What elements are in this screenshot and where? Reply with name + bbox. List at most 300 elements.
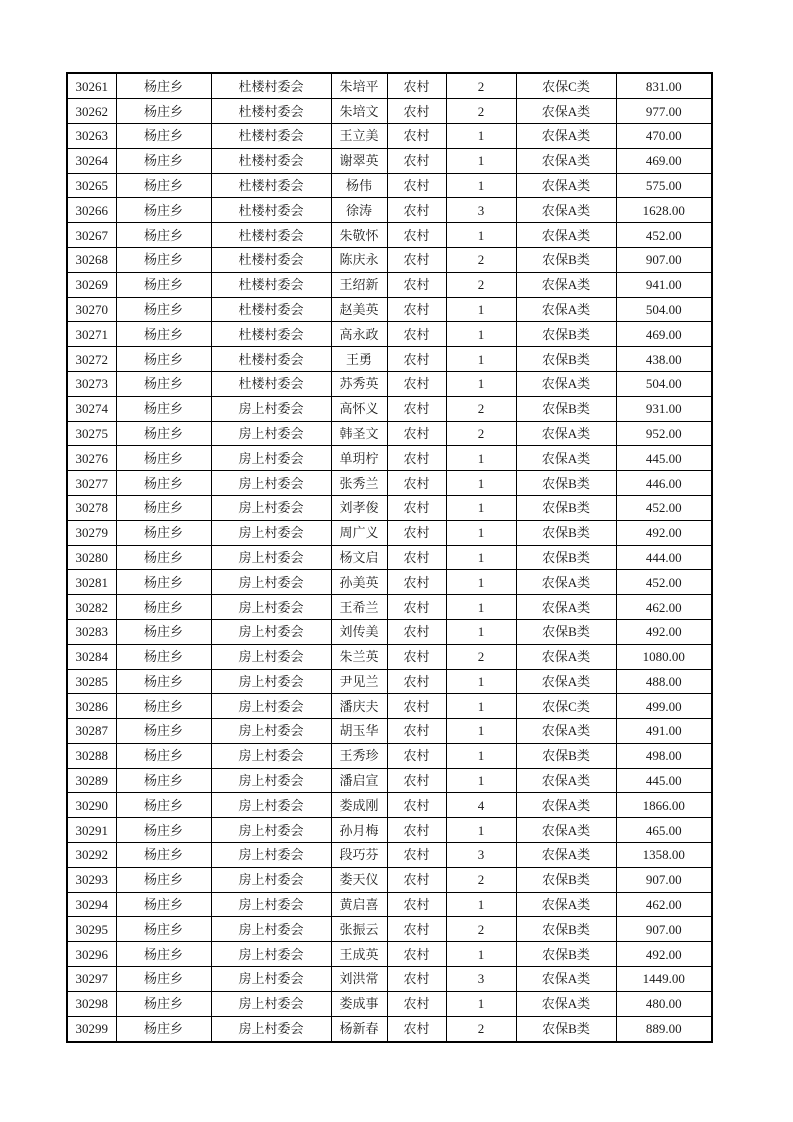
table-row — [67, 272, 712, 297]
cell-insurance-category: 农保A类 — [516, 446, 616, 471]
cell-amount: 1628.00 — [616, 198, 712, 223]
cell-township: 杨庄乡 — [116, 520, 211, 545]
cell-person-count: 1 — [446, 892, 516, 917]
cell-township: 杨庄乡 — [116, 495, 211, 520]
cell-township: 杨庄乡 — [116, 719, 211, 744]
cell-person-name: 朱兰英 — [331, 644, 387, 669]
cell-village-committee: 房上村委会 — [211, 446, 331, 471]
cell-residence-type: 农村 — [387, 446, 446, 471]
cell-amount: 445.00 — [616, 768, 712, 793]
cell-serial-number: 30272 — [67, 347, 116, 372]
cell-serial-number: 30280 — [67, 545, 116, 570]
cell-person-count: 1 — [446, 148, 516, 173]
cell-person-name: 娄天仪 — [331, 867, 387, 892]
cell-insurance-category: 农保A类 — [516, 123, 616, 148]
table-row — [67, 793, 712, 818]
cell-serial-number: 30289 — [67, 768, 116, 793]
cell-serial-number: 30284 — [67, 644, 116, 669]
table-row — [67, 198, 712, 223]
cell-village-committee: 房上村委会 — [211, 421, 331, 446]
cell-township: 杨庄乡 — [116, 570, 211, 595]
cell-person-name: 单玥柠 — [331, 446, 387, 471]
cell-amount: 575.00 — [616, 173, 712, 198]
cell-serial-number: 30263 — [67, 123, 116, 148]
cell-serial-number: 30273 — [67, 371, 116, 396]
cell-amount: 1449.00 — [616, 967, 712, 992]
cell-person-name: 潘启宣 — [331, 768, 387, 793]
table-row — [67, 322, 712, 347]
cell-amount: 941.00 — [616, 272, 712, 297]
cell-person-count: 2 — [446, 644, 516, 669]
cell-person-count: 1 — [446, 669, 516, 694]
cell-serial-number: 30271 — [67, 322, 116, 347]
cell-person-count: 3 — [446, 967, 516, 992]
cell-serial-number: 30279 — [67, 520, 116, 545]
cell-insurance-category: 农保B类 — [516, 471, 616, 496]
cell-township: 杨庄乡 — [116, 694, 211, 719]
cell-township: 杨庄乡 — [116, 942, 211, 967]
cell-village-committee: 房上村委会 — [211, 1016, 331, 1042]
cell-amount: 907.00 — [616, 917, 712, 942]
cell-amount: 1866.00 — [616, 793, 712, 818]
cell-township: 杨庄乡 — [116, 917, 211, 942]
cell-township: 杨庄乡 — [116, 173, 211, 198]
cell-person-count: 2 — [446, 421, 516, 446]
cell-residence-type: 农村 — [387, 619, 446, 644]
cell-township: 杨庄乡 — [116, 371, 211, 396]
cell-serial-number: 30292 — [67, 843, 116, 868]
cell-serial-number: 30267 — [67, 223, 116, 248]
cell-village-committee: 杜楼村委会 — [211, 371, 331, 396]
cell-person-count: 2 — [446, 867, 516, 892]
cell-amount: 446.00 — [616, 471, 712, 496]
cell-person-name: 王秀珍 — [331, 743, 387, 768]
cell-serial-number: 30282 — [67, 595, 116, 620]
cell-serial-number: 30277 — [67, 471, 116, 496]
table-row — [67, 719, 712, 744]
cell-township: 杨庄乡 — [116, 198, 211, 223]
cell-insurance-category: 农保A类 — [516, 818, 616, 843]
cell-township: 杨庄乡 — [116, 73, 211, 99]
cell-person-count: 1 — [446, 495, 516, 520]
cell-amount: 462.00 — [616, 595, 712, 620]
table-row — [67, 892, 712, 917]
cell-serial-number: 30291 — [67, 818, 116, 843]
cell-residence-type: 农村 — [387, 495, 446, 520]
cell-person-name: 苏秀英 — [331, 371, 387, 396]
cell-amount: 452.00 — [616, 223, 712, 248]
cell-insurance-category: 农保A类 — [516, 421, 616, 446]
cell-serial-number: 30281 — [67, 570, 116, 595]
cell-township: 杨庄乡 — [116, 322, 211, 347]
cell-residence-type: 农村 — [387, 1016, 446, 1042]
cell-person-name: 周广义 — [331, 520, 387, 545]
cell-insurance-category: 农保B类 — [516, 347, 616, 372]
cell-person-count: 2 — [446, 247, 516, 272]
cell-amount: 889.00 — [616, 1016, 712, 1042]
cell-person-name: 王希兰 — [331, 595, 387, 620]
cell-serial-number: 30285 — [67, 669, 116, 694]
cell-insurance-category: 农保A类 — [516, 148, 616, 173]
cell-serial-number: 30275 — [67, 421, 116, 446]
cell-insurance-category: 农保A类 — [516, 967, 616, 992]
cell-serial-number: 30266 — [67, 198, 116, 223]
cell-village-committee: 房上村委会 — [211, 843, 331, 868]
table-row — [67, 347, 712, 372]
cell-residence-type: 农村 — [387, 371, 446, 396]
cell-insurance-category: 农保A类 — [516, 198, 616, 223]
table-row — [67, 421, 712, 446]
cell-township: 杨庄乡 — [116, 669, 211, 694]
cell-insurance-category: 农保B类 — [516, 867, 616, 892]
cell-amount: 438.00 — [616, 347, 712, 372]
cell-insurance-category: 农保B类 — [516, 495, 616, 520]
table-row — [67, 694, 712, 719]
cell-insurance-category: 农保A类 — [516, 644, 616, 669]
cell-village-committee: 房上村委会 — [211, 967, 331, 992]
cell-village-committee: 房上村委会 — [211, 793, 331, 818]
cell-village-committee: 房上村委会 — [211, 917, 331, 942]
cell-residence-type: 农村 — [387, 892, 446, 917]
cell-residence-type: 农村 — [387, 148, 446, 173]
cell-person-name: 陈庆永 — [331, 247, 387, 272]
cell-person-count: 1 — [446, 371, 516, 396]
cell-village-committee: 杜楼村委会 — [211, 322, 331, 347]
cell-township: 杨庄乡 — [116, 223, 211, 248]
cell-insurance-category: 农保B类 — [516, 942, 616, 967]
cell-person-count: 1 — [446, 619, 516, 644]
cell-person-count: 1 — [446, 991, 516, 1016]
cell-serial-number: 30298 — [67, 991, 116, 1016]
table-row — [67, 99, 712, 124]
cell-insurance-category: 农保A类 — [516, 173, 616, 198]
cell-serial-number: 30299 — [67, 1016, 116, 1042]
cell-insurance-category: 农保A类 — [516, 991, 616, 1016]
cell-serial-number: 30262 — [67, 99, 116, 124]
cell-serial-number: 30264 — [67, 148, 116, 173]
cell-residence-type: 农村 — [387, 471, 446, 496]
cell-township: 杨庄乡 — [116, 99, 211, 124]
cell-village-committee: 房上村委会 — [211, 520, 331, 545]
cell-insurance-category: 农保A类 — [516, 223, 616, 248]
cell-insurance-category: 农保A类 — [516, 669, 616, 694]
payment-table-body — [67, 73, 712, 1042]
cell-village-committee: 房上村委会 — [211, 867, 331, 892]
table-row — [67, 545, 712, 570]
cell-person-name: 王成英 — [331, 942, 387, 967]
cell-township: 杨庄乡 — [116, 768, 211, 793]
cell-person-count: 2 — [446, 917, 516, 942]
cell-person-count: 1 — [446, 123, 516, 148]
cell-serial-number: 30290 — [67, 793, 116, 818]
cell-insurance-category: 农保B类 — [516, 917, 616, 942]
cell-amount: 469.00 — [616, 322, 712, 347]
table-row — [67, 446, 712, 471]
cell-person-count: 1 — [446, 347, 516, 372]
cell-residence-type: 农村 — [387, 867, 446, 892]
cell-residence-type: 农村 — [387, 843, 446, 868]
cell-person-name: 刘孝俊 — [331, 495, 387, 520]
cell-residence-type: 农村 — [387, 198, 446, 223]
cell-person-name: 赵美英 — [331, 297, 387, 322]
cell-township: 杨庄乡 — [116, 595, 211, 620]
payment-table — [66, 72, 713, 1043]
cell-person-name: 张振云 — [331, 917, 387, 942]
cell-amount: 452.00 — [616, 570, 712, 595]
cell-village-committee: 房上村委会 — [211, 570, 331, 595]
cell-village-committee: 房上村委会 — [211, 991, 331, 1016]
cell-insurance-category: 农保B类 — [516, 520, 616, 545]
cell-amount: 491.00 — [616, 719, 712, 744]
cell-person-count: 1 — [446, 570, 516, 595]
table-row — [67, 148, 712, 173]
cell-residence-type: 农村 — [387, 818, 446, 843]
cell-person-name: 朱培平 — [331, 73, 387, 99]
cell-insurance-category: 农保A类 — [516, 595, 616, 620]
cell-residence-type: 农村 — [387, 570, 446, 595]
cell-serial-number: 30269 — [67, 272, 116, 297]
cell-residence-type: 农村 — [387, 942, 446, 967]
table-row — [67, 1016, 712, 1042]
cell-township: 杨庄乡 — [116, 644, 211, 669]
table-row — [67, 743, 712, 768]
cell-insurance-category: 农保B类 — [516, 396, 616, 421]
cell-person-count: 2 — [446, 272, 516, 297]
cell-village-committee: 杜楼村委会 — [211, 99, 331, 124]
cell-residence-type: 农村 — [387, 768, 446, 793]
cell-amount: 952.00 — [616, 421, 712, 446]
cell-person-name: 胡玉华 — [331, 719, 387, 744]
cell-residence-type: 农村 — [387, 644, 446, 669]
cell-serial-number: 30293 — [67, 867, 116, 892]
cell-serial-number: 30268 — [67, 247, 116, 272]
cell-serial-number: 30288 — [67, 743, 116, 768]
table-row — [67, 595, 712, 620]
cell-village-committee: 房上村委会 — [211, 471, 331, 496]
cell-insurance-category: 农保A类 — [516, 843, 616, 868]
cell-village-committee: 杜楼村委会 — [211, 173, 331, 198]
table-row — [67, 768, 712, 793]
cell-amount: 492.00 — [616, 619, 712, 644]
cell-serial-number: 30287 — [67, 719, 116, 744]
cell-township: 杨庄乡 — [116, 446, 211, 471]
cell-residence-type: 农村 — [387, 520, 446, 545]
cell-residence-type: 农村 — [387, 272, 446, 297]
table-row — [67, 843, 712, 868]
cell-person-name: 刘传美 — [331, 619, 387, 644]
cell-serial-number: 30270 — [67, 297, 116, 322]
cell-residence-type: 农村 — [387, 223, 446, 248]
table-row — [67, 520, 712, 545]
cell-person-count: 1 — [446, 694, 516, 719]
cell-insurance-category: 农保A类 — [516, 99, 616, 124]
cell-residence-type: 农村 — [387, 73, 446, 99]
cell-residence-type: 农村 — [387, 967, 446, 992]
table-row — [67, 917, 712, 942]
cell-township: 杨庄乡 — [116, 247, 211, 272]
table-row — [67, 818, 712, 843]
cell-village-committee: 房上村委会 — [211, 818, 331, 843]
cell-insurance-category: 农保A类 — [516, 892, 616, 917]
cell-insurance-category: 农保B类 — [516, 619, 616, 644]
cell-insurance-category: 农保A类 — [516, 371, 616, 396]
cell-insurance-category: 农保A类 — [516, 297, 616, 322]
cell-person-count: 1 — [446, 173, 516, 198]
cell-township: 杨庄乡 — [116, 471, 211, 496]
table-row — [67, 297, 712, 322]
cell-person-count: 1 — [446, 719, 516, 744]
cell-amount: 492.00 — [616, 942, 712, 967]
cell-person-name: 王立美 — [331, 123, 387, 148]
table-row — [67, 471, 712, 496]
cell-amount: 504.00 — [616, 297, 712, 322]
cell-amount: 907.00 — [616, 247, 712, 272]
cell-amount: 462.00 — [616, 892, 712, 917]
cell-serial-number: 30296 — [67, 942, 116, 967]
cell-person-name: 娄成刚 — [331, 793, 387, 818]
cell-person-count: 1 — [446, 520, 516, 545]
table-row — [67, 619, 712, 644]
cell-residence-type: 农村 — [387, 347, 446, 372]
cell-township: 杨庄乡 — [116, 421, 211, 446]
cell-village-committee: 房上村委会 — [211, 694, 331, 719]
cell-person-name: 王勇 — [331, 347, 387, 372]
cell-township: 杨庄乡 — [116, 967, 211, 992]
cell-insurance-category: 农保A类 — [516, 570, 616, 595]
cell-person-name: 段巧芬 — [331, 843, 387, 868]
cell-amount: 465.00 — [616, 818, 712, 843]
cell-residence-type: 农村 — [387, 694, 446, 719]
cell-insurance-category: 农保B类 — [516, 743, 616, 768]
cell-village-committee: 杜楼村委会 — [211, 123, 331, 148]
cell-insurance-category: 农保C类 — [516, 694, 616, 719]
cell-township: 杨庄乡 — [116, 867, 211, 892]
table-row — [67, 644, 712, 669]
cell-township: 杨庄乡 — [116, 619, 211, 644]
cell-village-committee: 房上村委会 — [211, 719, 331, 744]
cell-person-name: 高永政 — [331, 322, 387, 347]
cell-insurance-category: 农保A类 — [516, 768, 616, 793]
table-row — [67, 173, 712, 198]
cell-township: 杨庄乡 — [116, 396, 211, 421]
cell-person-name: 朱培文 — [331, 99, 387, 124]
cell-residence-type: 农村 — [387, 595, 446, 620]
cell-village-committee: 房上村委会 — [211, 942, 331, 967]
cell-township: 杨庄乡 — [116, 123, 211, 148]
cell-amount: 499.00 — [616, 694, 712, 719]
cell-township: 杨庄乡 — [116, 347, 211, 372]
cell-township: 杨庄乡 — [116, 1016, 211, 1042]
cell-insurance-category: 农保B类 — [516, 545, 616, 570]
cell-village-committee: 房上村委会 — [211, 396, 331, 421]
cell-residence-type: 农村 — [387, 719, 446, 744]
cell-person-count: 1 — [446, 322, 516, 347]
cell-amount: 445.00 — [616, 446, 712, 471]
cell-person-count: 1 — [446, 818, 516, 843]
cell-person-name: 朱敬怀 — [331, 223, 387, 248]
cell-person-name: 娄成事 — [331, 991, 387, 1016]
cell-person-count: 1 — [446, 223, 516, 248]
cell-serial-number: 30294 — [67, 892, 116, 917]
table-row — [67, 942, 712, 967]
cell-village-committee: 杜楼村委会 — [211, 297, 331, 322]
cell-amount: 831.00 — [616, 73, 712, 99]
cell-insurance-category: 农保B类 — [516, 247, 616, 272]
cell-village-committee: 房上村委会 — [211, 495, 331, 520]
cell-person-name: 孙月梅 — [331, 818, 387, 843]
cell-village-committee: 杜楼村委会 — [211, 247, 331, 272]
cell-serial-number: 30278 — [67, 495, 116, 520]
table-row — [67, 495, 712, 520]
cell-insurance-category: 农保B类 — [516, 1016, 616, 1042]
cell-village-committee: 房上村委会 — [211, 743, 331, 768]
cell-amount: 470.00 — [616, 123, 712, 148]
cell-serial-number: 30265 — [67, 173, 116, 198]
cell-township: 杨庄乡 — [116, 545, 211, 570]
table-row — [67, 73, 712, 99]
table-row — [67, 123, 712, 148]
table-row — [67, 570, 712, 595]
cell-person-name: 黄启喜 — [331, 892, 387, 917]
cell-person-count: 2 — [446, 1016, 516, 1042]
cell-serial-number: 30276 — [67, 446, 116, 471]
cell-serial-number: 30261 — [67, 73, 116, 99]
cell-serial-number: 30295 — [67, 917, 116, 942]
cell-insurance-category: 农保A类 — [516, 719, 616, 744]
cell-person-name: 潘庆夫 — [331, 694, 387, 719]
cell-person-count: 1 — [446, 471, 516, 496]
table-row — [67, 223, 712, 248]
cell-serial-number: 30297 — [67, 967, 116, 992]
cell-residence-type: 农村 — [387, 793, 446, 818]
cell-person-name: 韩圣文 — [331, 421, 387, 446]
cell-residence-type: 农村 — [387, 421, 446, 446]
cell-person-name: 高怀义 — [331, 396, 387, 421]
cell-person-name: 尹见兰 — [331, 669, 387, 694]
cell-person-name: 杨伟 — [331, 173, 387, 198]
cell-village-committee: 房上村委会 — [211, 619, 331, 644]
cell-person-name: 杨文启 — [331, 545, 387, 570]
cell-person-name: 徐涛 — [331, 198, 387, 223]
cell-serial-number: 30286 — [67, 694, 116, 719]
cell-township: 杨庄乡 — [116, 843, 211, 868]
cell-residence-type: 农村 — [387, 743, 446, 768]
cell-person-name: 张秀兰 — [331, 471, 387, 496]
table-row — [67, 669, 712, 694]
cell-insurance-category: 农保C类 — [516, 73, 616, 99]
cell-township: 杨庄乡 — [116, 272, 211, 297]
cell-serial-number: 30283 — [67, 619, 116, 644]
cell-amount: 1358.00 — [616, 843, 712, 868]
cell-amount: 907.00 — [616, 867, 712, 892]
cell-amount: 492.00 — [616, 520, 712, 545]
cell-insurance-category: 农保A类 — [516, 793, 616, 818]
cell-residence-type: 农村 — [387, 545, 446, 570]
cell-residence-type: 农村 — [387, 123, 446, 148]
cell-amount: 1080.00 — [616, 644, 712, 669]
table-row — [67, 967, 712, 992]
cell-residence-type: 农村 — [387, 669, 446, 694]
cell-person-name: 杨新春 — [331, 1016, 387, 1042]
cell-residence-type: 农村 — [387, 99, 446, 124]
cell-person-name: 王绍新 — [331, 272, 387, 297]
cell-amount: 444.00 — [616, 545, 712, 570]
cell-serial-number: 30274 — [67, 396, 116, 421]
cell-residence-type: 农村 — [387, 396, 446, 421]
cell-person-name: 刘洪常 — [331, 967, 387, 992]
cell-person-count: 1 — [446, 446, 516, 471]
cell-amount: 977.00 — [616, 99, 712, 124]
